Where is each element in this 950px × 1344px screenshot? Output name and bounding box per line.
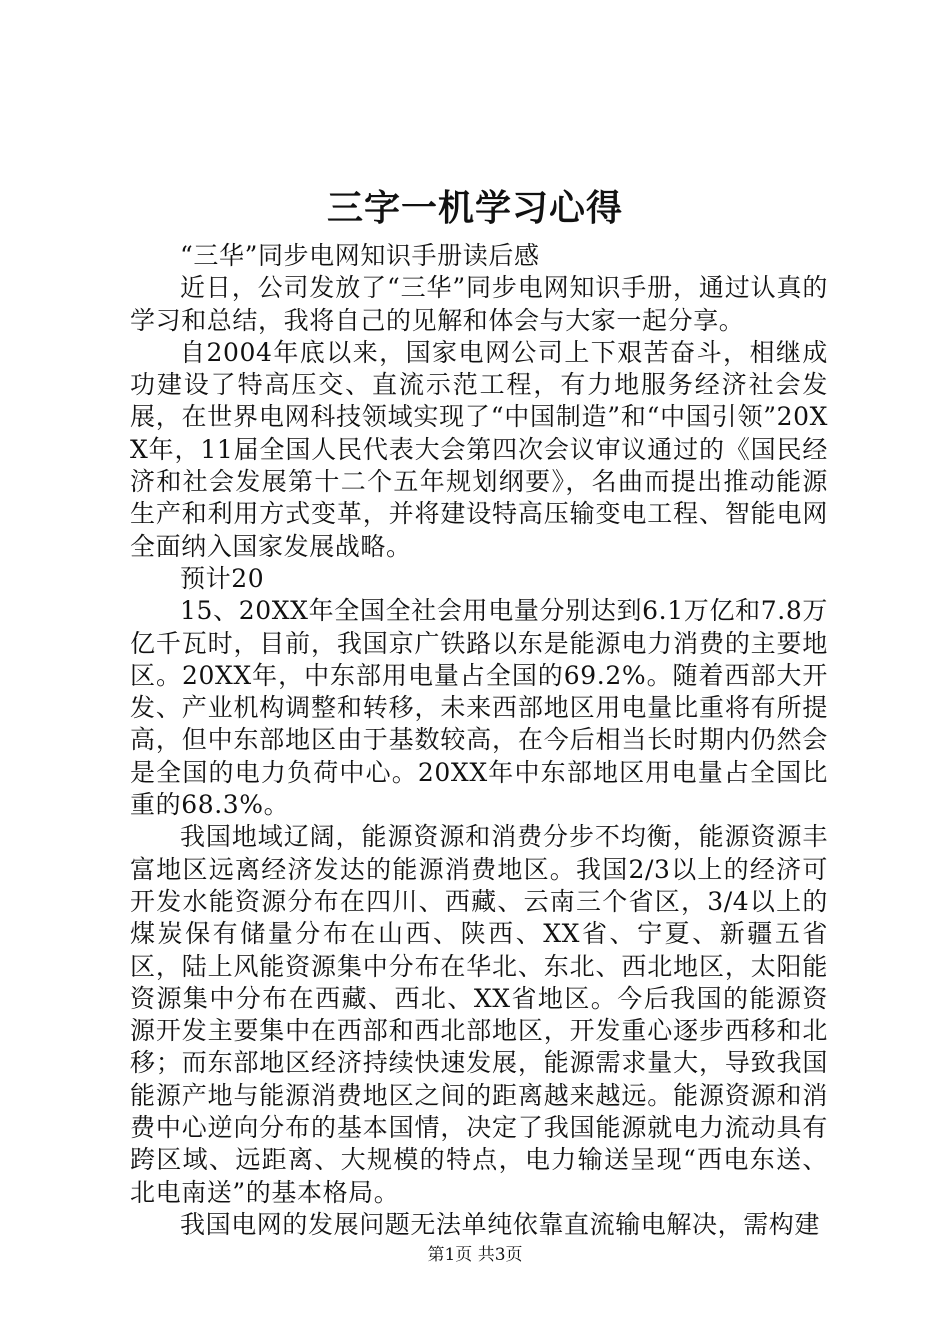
paragraph-intro: 近日，公司发放了“三华”同步电网知识手册，通过认真的学习和总结，我将自己的见解和体会与大家一起分享。 <box>130 273 828 335</box>
paragraph-grid: 我国电网的发展问题无法单纯依靠直流输电解决，需构建 <box>180 1209 821 1239</box>
paragraph-resources: 我国地域辽阔，能源资源和消费分步不均衡，能源资源丰富地区远离经济发达的能源消费地区。我国2/3以上的经济可开发水能资源分布在四川、西藏、云南三个省区，3/4以上的煤炭保有储量分布在山西、陕西、XX省、宁夏、新疆五省区，陆上风能资源集中分布在华北、东北、西北地区，太阳能资源集中分布在西藏、西北、XX省地区。今后我国的能源资源开发主要集中在西部和西北部地区，开发重心逐步西移和北移；而东部地区经济持续快速发展，能源需求量大，导致我国能源产地与能源消费地区之间的距离越来越远。能源资源和消费中心逆向分布的基本国情，决定了我国能源就电力流动具有跨区域、远距离、大规模的特点，电力输送呈现“西电东送、北电南送”的基本格局。 <box>130 822 828 1207</box>
page-footer: 第1页 共3页 <box>427 1245 523 1265</box>
paragraph-forecast-start: 预计20 <box>180 563 265 593</box>
paragraph-forecast: 15、20XX年全国全社会用电量分别达到6.1万亿和7.8万亿千瓦时，目前，我国京广铁路以东是能源电力消费的主要地区。20XX年，中东部用电量占全国的69.2%。随着西部大开发、产业机构调整和转移，未来西部地区用电量比重将有所提高，但中东部地区由于基数较高，在今后相当长时期内仍然会是全国的电力负荷中心。20XX年中东部地区用电量占全国比重的68.3%。 <box>130 596 828 820</box>
paragraph-subtitle: “三华”同步电网知识手册读后感 <box>180 241 540 270</box>
document-body <box>130 240 828 1241</box>
paragraph-history: 自2004年底以来，国家电网公司上下艰苦奋斗，相继成功建设了特高压交、直流示范工程，有力地服务经济社会发展，在世界电网科技领域实现了“中国制造”和“中国引领”20XX年，11届全国人民代表大会第四次会议审议通过的《国民经济和社会发展第十二个五年规划纲要》，名曲而提出推动能源生产和利用方式变革，并将建设特高压输变电工程、智能电网全面纳入国家发展战略。 <box>130 337 828 561</box>
document-title: 三字一机学习心得 <box>326 187 623 229</box>
